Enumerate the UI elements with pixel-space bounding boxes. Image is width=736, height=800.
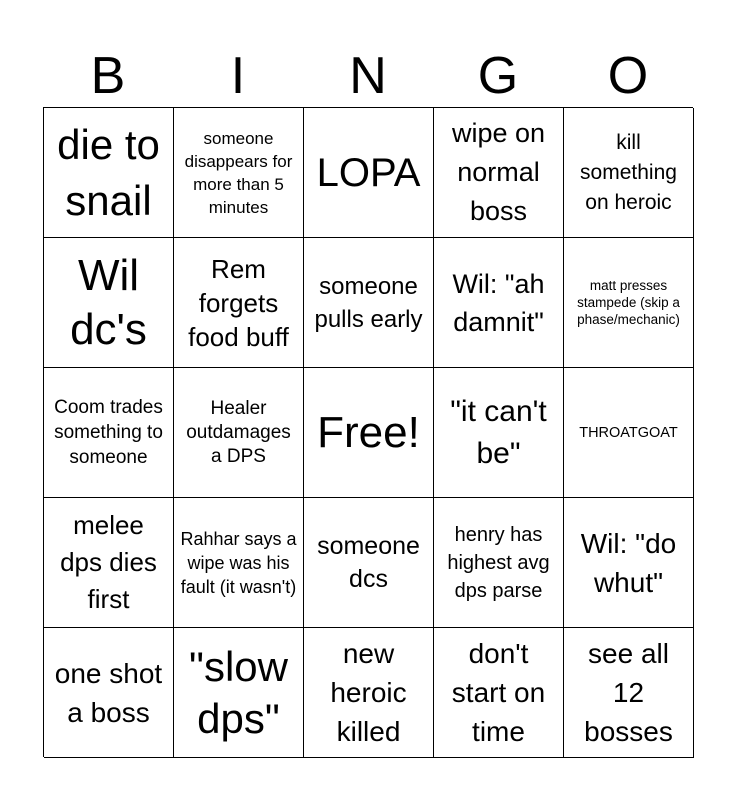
bingo-cell[interactable] <box>304 628 434 758</box>
bingo-grid <box>43 107 693 757</box>
cell-text: Free! <box>317 407 420 457</box>
cell-text: Wil: "ah damnit" <box>452 268 545 337</box>
header-letter-o: O <box>607 47 649 105</box>
bingo-cell[interactable] <box>174 628 304 758</box>
cell-text: matt presses stampede (skip a phase/mechanic) <box>577 278 680 327</box>
cell-text: Rahhar says a wipe was his fault (it wasn't) <box>180 528 297 597</box>
header-letter-n: N <box>349 47 387 105</box>
bingo-cell[interactable] <box>434 628 564 758</box>
cell-text: LOPA <box>316 150 421 195</box>
cell-text: one shot a boss <box>54 657 163 728</box>
bingo-cell[interactable] <box>174 108 304 238</box>
header-letter-b: B <box>90 47 126 105</box>
cell-text: someone disappears for more than 5 minutes <box>184 128 293 217</box>
cell-text: wipe on normal boss <box>451 118 546 226</box>
bingo-cell[interactable] <box>304 368 434 498</box>
bingo-cell[interactable] <box>564 498 694 628</box>
cell-text: Healer outdamages a DPS <box>186 397 291 467</box>
cell-text: Wil: "do whut" <box>580 527 677 598</box>
bingo-cell[interactable] <box>44 108 174 238</box>
bingo-cell[interactable] <box>44 238 174 368</box>
bingo-cell[interactable] <box>434 368 564 498</box>
bingo-cell[interactable] <box>564 238 694 368</box>
bingo-cell[interactable] <box>44 498 174 628</box>
bingo-cell[interactable] <box>434 238 564 368</box>
cell-text: someone dcs <box>317 531 420 593</box>
cell-text: henry has highest avg dps parse <box>447 523 550 602</box>
cell-text: Wil dc's <box>70 250 147 354</box>
cell-text: melee dps dies first <box>60 510 157 614</box>
cell-text: THROATGOAT <box>579 424 678 441</box>
bingo-cell[interactable] <box>564 108 694 238</box>
cell-text: someone pulls early <box>314 272 423 333</box>
cell-text: Coom trades something to someone <box>54 397 163 468</box>
cell-text: see all 12 bosses <box>584 638 673 747</box>
bingo-header <box>43 44 693 108</box>
bingo-cell[interactable] <box>174 238 304 368</box>
bingo-cell[interactable] <box>174 368 304 498</box>
header-letter-g: G <box>477 47 519 105</box>
bingo-cell[interactable] <box>304 498 434 628</box>
bingo-cell[interactable] <box>564 368 694 498</box>
bingo-cell[interactable] <box>174 498 304 628</box>
cell-text: "slow dps" <box>189 642 288 742</box>
bingo-cell[interactable] <box>44 628 174 758</box>
cell-text: "it can't be" <box>450 394 547 470</box>
bingo-cell[interactable] <box>304 108 434 238</box>
bingo-cell[interactable] <box>564 628 694 758</box>
bingo-cell[interactable] <box>434 108 564 238</box>
cell-text: Rem forgets food buff <box>188 253 289 352</box>
cell-text: new heroic killed <box>330 638 407 747</box>
bingo-cell[interactable] <box>434 498 564 628</box>
cell-text: die to snail <box>57 120 160 224</box>
header-letter-i: I <box>230 47 246 105</box>
cell-text: kill something on heroic <box>580 130 677 214</box>
bingo-cell[interactable] <box>304 238 434 368</box>
cell-text: don't start on time <box>451 638 546 747</box>
bingo-cell[interactable] <box>44 368 174 498</box>
